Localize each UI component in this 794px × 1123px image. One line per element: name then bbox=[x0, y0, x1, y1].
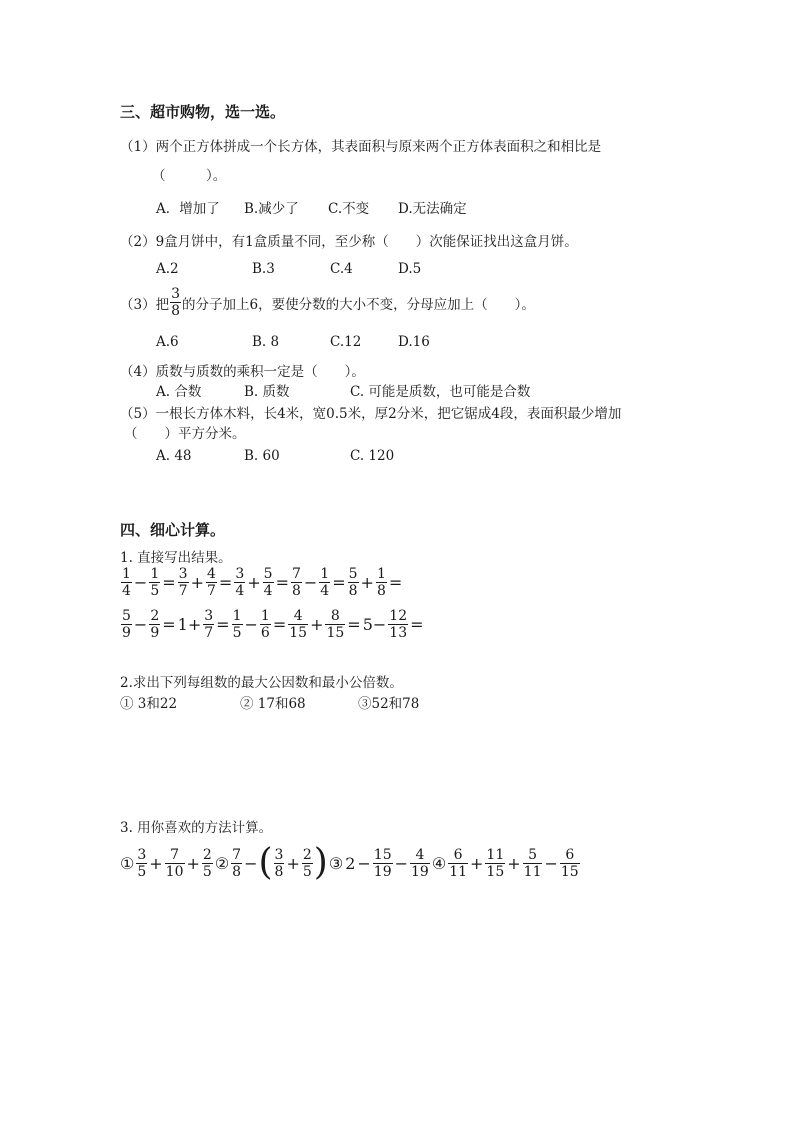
item-label: ③ bbox=[328, 853, 344, 873]
calc-row bbox=[119, 842, 581, 883]
denominator: 15 bbox=[560, 863, 579, 880]
operator: + bbox=[149, 853, 163, 873]
denominator: 4 bbox=[263, 583, 273, 599]
numerator: 5 bbox=[122, 608, 131, 624]
denominator: 6 bbox=[260, 625, 270, 641]
equals: = bbox=[272, 615, 287, 634]
denominator: 4 bbox=[235, 583, 245, 599]
fraction bbox=[149, 566, 160, 599]
fraction bbox=[234, 566, 245, 599]
equals: = bbox=[347, 615, 361, 634]
numerator: 12 bbox=[389, 608, 408, 624]
numerator: 3 bbox=[178, 566, 188, 582]
operator: + bbox=[286, 853, 300, 873]
numerator: 1 bbox=[150, 566, 160, 582]
item-label: ② bbox=[214, 853, 230, 873]
denominator: 11 bbox=[523, 863, 542, 880]
fraction bbox=[302, 847, 313, 880]
q3-frac-den: 8 bbox=[171, 303, 181, 319]
fraction bbox=[260, 608, 271, 641]
q1-option-a: A．增加了 bbox=[156, 201, 220, 217]
fraction bbox=[231, 847, 242, 880]
fraction bbox=[165, 847, 185, 880]
denominator: 15 bbox=[289, 625, 308, 641]
q2-option-d: D.5 bbox=[398, 261, 422, 277]
operator: − bbox=[303, 573, 318, 592]
denominator: 4 bbox=[122, 583, 131, 599]
operator: + bbox=[310, 615, 324, 634]
q3-option-d: D.16 bbox=[398, 334, 430, 350]
q2-option-c: C.4 bbox=[330, 261, 353, 277]
numerator: 7 bbox=[232, 846, 242, 863]
denominator: 15 bbox=[486, 863, 505, 880]
denominator: 5 bbox=[232, 625, 242, 641]
item-label: ④ bbox=[431, 853, 447, 873]
right-paren: ) bbox=[313, 842, 328, 883]
q3-option-a: A.6 bbox=[156, 334, 179, 350]
q3-text bbox=[120, 286, 535, 319]
numerator: 1 bbox=[122, 566, 131, 582]
denominator: 7 bbox=[206, 583, 216, 599]
left-paren: ( bbox=[258, 842, 273, 883]
q3-suffix: 的分子加上6，要使分数的大小不变，分母应加上（ ）。 bbox=[182, 296, 535, 313]
q3-option-c: C.12 bbox=[330, 334, 362, 350]
fraction bbox=[410, 847, 430, 880]
mental-row-1 bbox=[120, 566, 403, 599]
numerator: 2 bbox=[150, 608, 160, 624]
operator: + bbox=[360, 573, 374, 592]
equals: = bbox=[332, 573, 346, 592]
operator: + bbox=[190, 573, 204, 592]
denominator: 19 bbox=[373, 863, 392, 880]
section4-title: 四、细心计算。 bbox=[120, 521, 226, 539]
fraction bbox=[388, 608, 408, 641]
fraction bbox=[373, 847, 393, 880]
p2-item-3: ③52和78 bbox=[358, 696, 420, 712]
numerator: 5 bbox=[528, 846, 538, 863]
operator: − bbox=[133, 573, 148, 592]
fraction bbox=[274, 847, 285, 880]
denominator: 8 bbox=[232, 863, 242, 880]
denominator: 7 bbox=[204, 625, 214, 641]
q5-option-a: A. 48 bbox=[156, 448, 192, 464]
numerator: 8 bbox=[330, 608, 340, 624]
numerator: 2 bbox=[202, 846, 212, 863]
p2-title: 2.求出下列每组数的最大公因数和最小公倍数。 bbox=[120, 675, 403, 691]
denominator: 10 bbox=[165, 863, 184, 880]
whole-number-term: 2 bbox=[345, 853, 356, 873]
q4-option-c: C. 可能是质数，也可能是合数 bbox=[350, 384, 531, 400]
q2-option-b: B.3 bbox=[252, 261, 275, 277]
numerator: 3 bbox=[235, 566, 245, 582]
numerator: 7 bbox=[170, 846, 180, 863]
equals: = bbox=[275, 573, 289, 592]
q2-text: （2）9盒月饼中，有1盒质量不同，至少称（ ）次能保证找出这盒月饼。 bbox=[120, 234, 578, 250]
q5-option-b: B. 60 bbox=[244, 448, 280, 464]
q5-option-c: C. 120 bbox=[350, 448, 395, 464]
fraction bbox=[121, 608, 132, 641]
denominator: 5 bbox=[202, 863, 212, 880]
operator: − bbox=[394, 853, 409, 873]
q4-option-b: B. 质数 bbox=[244, 384, 290, 400]
fraction bbox=[203, 608, 214, 641]
q1-line2: （ ）。 bbox=[152, 168, 227, 184]
numerator: 4 bbox=[293, 608, 303, 624]
numerator: 15 bbox=[373, 846, 392, 863]
denominator: 8 bbox=[376, 583, 386, 599]
fraction bbox=[202, 847, 213, 880]
numerator: 5 bbox=[348, 566, 358, 582]
p3-title: 3. 用你喜欢的方法计算。 bbox=[120, 820, 273, 836]
operator: + bbox=[507, 853, 521, 873]
denominator: 19 bbox=[411, 863, 429, 880]
numerator: 11 bbox=[486, 846, 505, 863]
denominator: 9 bbox=[122, 625, 131, 641]
denominator: 4 bbox=[320, 583, 330, 599]
q5-line1: （5）一根长方体木料，长4米，宽0.5米，厚2分米，把它锯成4段，表面积最少增加 bbox=[120, 406, 622, 422]
numerator: 3 bbox=[137, 846, 147, 863]
q3-frac-num: 3 bbox=[171, 286, 181, 302]
whole-number-term: 5− bbox=[362, 615, 387, 634]
denominator: 8 bbox=[348, 583, 358, 599]
denominator: 5 bbox=[302, 863, 312, 880]
operator: − bbox=[544, 853, 558, 873]
numerator: 3 bbox=[274, 846, 284, 863]
denominator: 5 bbox=[137, 863, 147, 880]
denominator: 7 bbox=[178, 583, 188, 599]
fraction bbox=[232, 608, 243, 641]
equals: = bbox=[216, 615, 230, 634]
denominator: 5 bbox=[150, 583, 160, 599]
q3-prefix: （3）把 bbox=[120, 296, 170, 313]
fraction bbox=[376, 566, 387, 599]
fraction bbox=[325, 608, 345, 641]
operator: + bbox=[186, 853, 200, 873]
numerator: 6 bbox=[565, 846, 575, 863]
denominator: 11 bbox=[449, 863, 468, 880]
equals: = bbox=[162, 573, 176, 592]
p1-title: 1. 直接写出结果。 bbox=[120, 550, 232, 566]
fraction bbox=[560, 847, 580, 880]
q4-text: （4）质数与质数的乘积一定是（ ）。 bbox=[120, 364, 365, 380]
fraction bbox=[485, 847, 505, 880]
equals: = bbox=[218, 573, 233, 592]
equals: = bbox=[388, 573, 403, 592]
p2-item-2: ② 17和68 bbox=[240, 696, 306, 712]
numerator: 5 bbox=[263, 566, 273, 582]
numerator: 2 bbox=[302, 846, 312, 863]
numerator: 1 bbox=[232, 608, 242, 624]
numerator: 1 bbox=[260, 608, 270, 624]
fraction bbox=[149, 608, 160, 641]
q1-option-b: B.减少了 bbox=[244, 201, 299, 217]
q2-option-a: A.2 bbox=[156, 261, 179, 277]
denominator: 8 bbox=[274, 863, 284, 880]
numerator: 1 bbox=[320, 566, 330, 582]
section3-title: 三、超市购物，选一选。 bbox=[120, 103, 286, 121]
q4-option-a: A. 合数 bbox=[156, 384, 202, 400]
whole-number-term: 1+ bbox=[177, 615, 202, 634]
denominator: 15 bbox=[326, 625, 345, 641]
numerator: 6 bbox=[453, 846, 463, 863]
fraction bbox=[448, 847, 468, 880]
fraction bbox=[121, 566, 132, 599]
fraction bbox=[291, 566, 302, 599]
mental-row-2 bbox=[120, 608, 425, 641]
q5-line2: （ ）平方分米。 bbox=[124, 426, 246, 442]
operator: − bbox=[133, 615, 148, 634]
operator: − bbox=[244, 615, 258, 634]
operator: − bbox=[244, 853, 258, 873]
numerator: 1 bbox=[376, 566, 386, 582]
item-label: ① bbox=[120, 853, 135, 873]
q1-option-d: D.无法确定 bbox=[398, 201, 467, 217]
denominator: 9 bbox=[150, 625, 160, 641]
numerator: 7 bbox=[291, 566, 301, 582]
q3-fraction bbox=[170, 286, 181, 319]
equals: = bbox=[410, 615, 424, 634]
q1-option-c: C.不变 bbox=[328, 201, 370, 217]
fraction bbox=[288, 608, 308, 641]
fraction bbox=[178, 566, 189, 599]
fraction bbox=[523, 847, 543, 880]
equals: = bbox=[162, 615, 176, 634]
fraction bbox=[348, 566, 359, 599]
fraction bbox=[263, 566, 274, 599]
q1-line1: （1）两个正方体拼成一个长方体，其表面积与原来两个正方体表面积之和相比是 bbox=[120, 139, 602, 155]
numerator: 4 bbox=[415, 846, 425, 863]
numerator: 3 bbox=[204, 608, 214, 624]
denominator: 8 bbox=[291, 583, 301, 599]
operator: − bbox=[357, 853, 371, 873]
fraction bbox=[206, 566, 217, 599]
fraction bbox=[319, 566, 330, 599]
p2-item-1: ① 3和22 bbox=[120, 696, 178, 712]
q3-option-b: B. 8 bbox=[252, 334, 280, 350]
numerator: 4 bbox=[206, 566, 216, 582]
fraction bbox=[136, 847, 147, 880]
operator: + bbox=[470, 853, 484, 873]
operator: + bbox=[247, 573, 261, 592]
denominator: 13 bbox=[389, 625, 408, 641]
